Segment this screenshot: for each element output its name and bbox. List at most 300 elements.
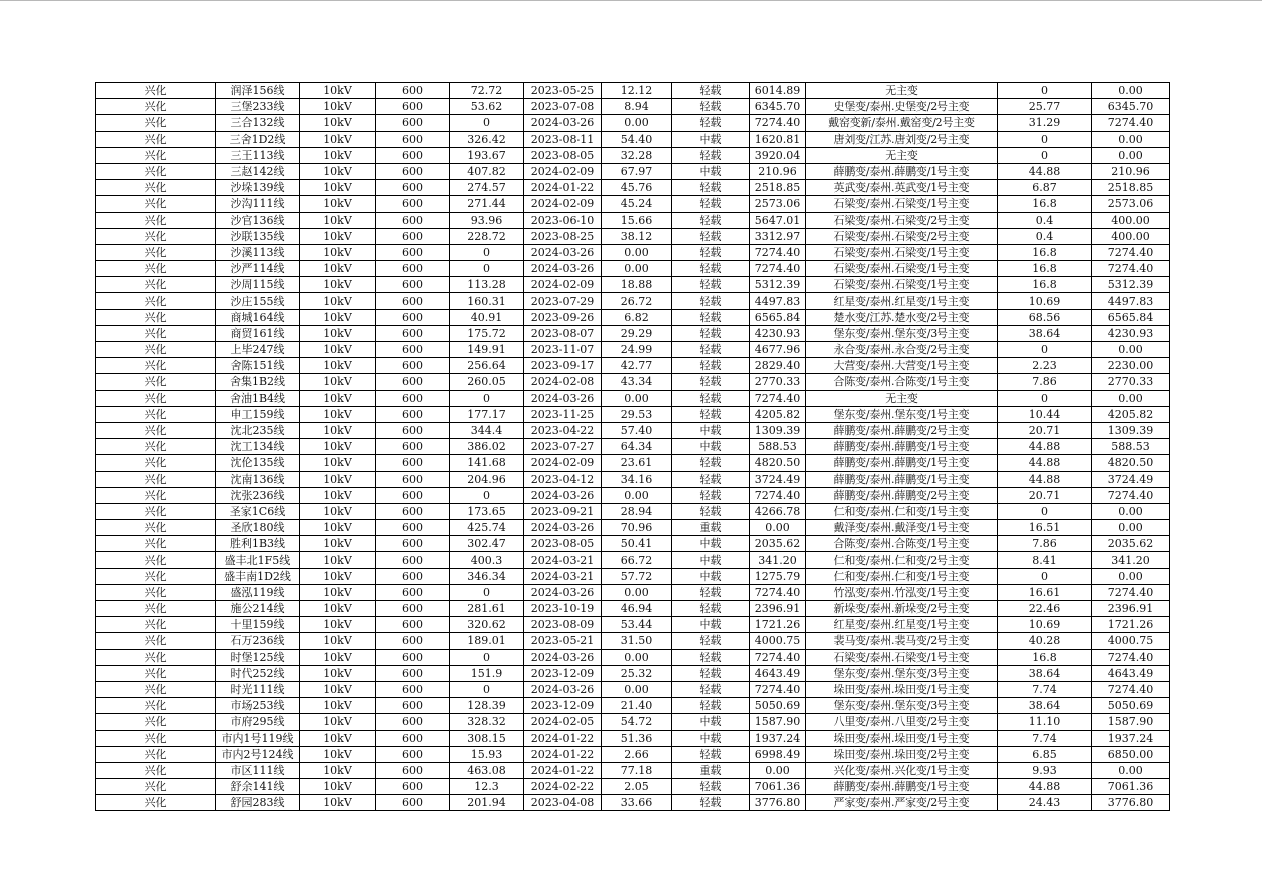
available-capacity-cell: 6345.70	[1092, 99, 1170, 115]
load-status-cell: 轻载	[672, 147, 750, 163]
transformer-cell: 唐刘变/江苏.唐刘变/2号主变	[806, 131, 998, 147]
table-row	[96, 115, 1170, 131]
available-capacity-cell: 4230.93	[1092, 325, 1170, 341]
available-capacity-cell: 5312.39	[1092, 277, 1170, 293]
region-cell: 兴化	[96, 99, 216, 115]
region-cell: 兴化	[96, 746, 216, 762]
transformer-cell: 薛鹏变/泰州.薛鹏变/2号主变	[806, 422, 998, 438]
spare-capacity-cell: 7274.40	[750, 649, 806, 665]
load-status-cell: 轻载	[672, 374, 750, 390]
max-load-cell: 128.39	[450, 698, 524, 714]
load-rate-cell: 0.00	[602, 649, 672, 665]
line-name-cell: 舒余141线	[216, 779, 300, 795]
load-rate-cell: 32.28	[602, 147, 672, 163]
date-cell: 2023-07-29	[524, 293, 602, 309]
load-rate-cell: 46.94	[602, 601, 672, 617]
transformer-cell: 堡东变/泰州.堡东变/3号主变	[806, 698, 998, 714]
max-load-cell: 344.4	[450, 422, 524, 438]
line-name-cell: 商贸161线	[216, 325, 300, 341]
load-rate-cell: 21.40	[602, 698, 672, 714]
transformer-rate-cell: 16.8	[998, 244, 1092, 260]
date-cell: 2024-03-26	[524, 681, 602, 697]
line-name-cell: 沈张236线	[216, 487, 300, 503]
date-cell: 2024-02-09	[524, 196, 602, 212]
load-status-cell: 轻载	[672, 293, 750, 309]
region-cell: 兴化	[96, 196, 216, 212]
rated-capacity-cell: 600	[376, 422, 450, 438]
load-status-cell: 轻载	[672, 698, 750, 714]
available-capacity-cell: 0.00	[1092, 390, 1170, 406]
available-capacity-cell: 7274.40	[1092, 244, 1170, 260]
load-rate-cell: 45.76	[602, 180, 672, 196]
date-cell: 2023-08-25	[524, 228, 602, 244]
region-cell: 兴化	[96, 601, 216, 617]
load-status-cell: 轻载	[672, 406, 750, 422]
region-cell: 兴化	[96, 212, 216, 228]
spare-capacity-cell: 7274.40	[750, 681, 806, 697]
table-row	[96, 795, 1170, 811]
voltage-cell: 10kV	[300, 714, 376, 730]
region-cell: 兴化	[96, 244, 216, 260]
available-capacity-cell: 4205.82	[1092, 406, 1170, 422]
transformer-cell: 堡东变/泰州.堡东变/1号主变	[806, 406, 998, 422]
max-load-cell: 320.62	[450, 617, 524, 633]
transformer-rate-cell: 0	[998, 390, 1092, 406]
voltage-cell: 10kV	[300, 681, 376, 697]
rated-capacity-cell: 600	[376, 212, 450, 228]
load-status-cell: 轻载	[672, 665, 750, 681]
date-cell: 2023-11-25	[524, 406, 602, 422]
table-row	[96, 601, 1170, 617]
date-cell: 2024-01-22	[524, 746, 602, 762]
spare-capacity-cell: 4000.75	[750, 633, 806, 649]
voltage-cell: 10kV	[300, 584, 376, 600]
rated-capacity-cell: 600	[376, 455, 450, 471]
transformer-rate-cell: 7.74	[998, 681, 1092, 697]
voltage-cell: 10kV	[300, 730, 376, 746]
load-status-cell: 中载	[672, 617, 750, 633]
transformer-rate-cell: 0	[998, 503, 1092, 519]
transformer-rate-cell: 16.8	[998, 261, 1092, 277]
table-row	[96, 503, 1170, 519]
table-row	[96, 309, 1170, 325]
region-cell: 兴化	[96, 649, 216, 665]
available-capacity-cell: 2573.06	[1092, 196, 1170, 212]
region-cell: 兴化	[96, 422, 216, 438]
region-cell: 兴化	[96, 439, 216, 455]
table-row	[96, 779, 1170, 795]
max-load-cell: 149.91	[450, 342, 524, 358]
voltage-cell: 10kV	[300, 115, 376, 131]
available-capacity-cell: 4497.83	[1092, 293, 1170, 309]
date-cell: 2024-03-21	[524, 552, 602, 568]
table-row	[96, 244, 1170, 260]
max-load-cell: 93.96	[450, 212, 524, 228]
transformer-cell: 无主变	[806, 390, 998, 406]
available-capacity-cell: 0.00	[1092, 147, 1170, 163]
rated-capacity-cell: 600	[376, 374, 450, 390]
table-row	[96, 730, 1170, 746]
date-cell: 2023-11-07	[524, 342, 602, 358]
transformer-cell: 堡东变/泰州.堡东变/3号主变	[806, 665, 998, 681]
spare-capacity-cell: 2573.06	[750, 196, 806, 212]
available-capacity-cell: 7274.40	[1092, 649, 1170, 665]
available-capacity-cell: 0.00	[1092, 503, 1170, 519]
region-cell: 兴化	[96, 325, 216, 341]
spare-capacity-cell: 7274.40	[750, 244, 806, 260]
spare-capacity-cell: 1587.90	[750, 714, 806, 730]
rated-capacity-cell: 600	[376, 536, 450, 552]
line-name-cell: 沙庄155线	[216, 293, 300, 309]
line-name-cell: 盛丰南1D2线	[216, 568, 300, 584]
transformer-cell: 仁和变/泰州.仁和变/1号主变	[806, 568, 998, 584]
table-row	[96, 163, 1170, 179]
region-cell: 兴化	[96, 374, 216, 390]
region-cell: 兴化	[96, 698, 216, 714]
transformer-cell: 戴窑变新/泰州.戴窑变/2号主变	[806, 115, 998, 131]
date-cell: 2023-04-12	[524, 471, 602, 487]
transformer-rate-cell: 68.56	[998, 309, 1092, 325]
available-capacity-cell: 0.00	[1092, 520, 1170, 536]
region-cell: 兴化	[96, 406, 216, 422]
max-load-cell: 0	[450, 390, 524, 406]
spare-capacity-cell: 5647.01	[750, 212, 806, 228]
region-cell: 兴化	[96, 795, 216, 811]
rated-capacity-cell: 600	[376, 681, 450, 697]
load-rate-cell: 51.36	[602, 730, 672, 746]
line-name-cell: 沙垛139线	[216, 180, 300, 196]
date-cell: 2023-09-21	[524, 503, 602, 519]
voltage-cell: 10kV	[300, 390, 376, 406]
date-cell: 2023-10-19	[524, 601, 602, 617]
rated-capacity-cell: 600	[376, 261, 450, 277]
line-name-cell: 润泽156线	[216, 83, 300, 99]
voltage-cell: 10kV	[300, 536, 376, 552]
transformer-rate-cell: 6.85	[998, 746, 1092, 762]
rated-capacity-cell: 600	[376, 779, 450, 795]
date-cell: 2023-09-17	[524, 358, 602, 374]
spare-capacity-cell: 4497.83	[750, 293, 806, 309]
transformer-rate-cell: 20.71	[998, 422, 1092, 438]
table-row	[96, 228, 1170, 244]
max-load-cell: 177.17	[450, 406, 524, 422]
rated-capacity-cell: 600	[376, 244, 450, 260]
max-load-cell: 386.02	[450, 439, 524, 455]
line-name-cell: 申工159线	[216, 406, 300, 422]
date-cell: 2024-03-21	[524, 568, 602, 584]
load-status-cell: 中载	[672, 568, 750, 584]
load-status-cell: 轻载	[672, 455, 750, 471]
date-cell: 2024-02-09	[524, 163, 602, 179]
transformer-rate-cell: 0.4	[998, 228, 1092, 244]
spare-capacity-cell: 1309.39	[750, 422, 806, 438]
table-row	[96, 633, 1170, 649]
available-capacity-cell: 4643.49	[1092, 665, 1170, 681]
spare-capacity-cell: 6345.70	[750, 99, 806, 115]
load-status-cell: 中载	[672, 536, 750, 552]
rated-capacity-cell: 600	[376, 730, 450, 746]
table-row	[96, 471, 1170, 487]
transformer-rate-cell: 20.71	[998, 487, 1092, 503]
transformer-cell: 新垛变/泰州.新垛变/2号主变	[806, 601, 998, 617]
max-load-cell: 228.72	[450, 228, 524, 244]
date-cell: 2023-12-09	[524, 698, 602, 714]
load-status-cell: 中载	[672, 730, 750, 746]
available-capacity-cell: 2770.33	[1092, 374, 1170, 390]
region-cell: 兴化	[96, 681, 216, 697]
line-name-cell: 沈工134线	[216, 439, 300, 455]
max-load-cell: 40.91	[450, 309, 524, 325]
date-cell: 2024-03-26	[524, 261, 602, 277]
load-status-cell: 中载	[672, 131, 750, 147]
transformer-rate-cell: 44.88	[998, 779, 1092, 795]
load-rate-cell: 0.00	[602, 244, 672, 260]
date-cell: 2023-04-22	[524, 422, 602, 438]
transformer-rate-cell: 38.64	[998, 325, 1092, 341]
transformer-rate-cell: 16.8	[998, 649, 1092, 665]
voltage-cell: 10kV	[300, 147, 376, 163]
load-rate-cell: 29.53	[602, 406, 672, 422]
voltage-cell: 10kV	[300, 212, 376, 228]
transformer-rate-cell: 6.87	[998, 180, 1092, 196]
available-capacity-cell: 2230.00	[1092, 358, 1170, 374]
load-status-cell: 轻载	[672, 601, 750, 617]
load-rate-cell: 64.34	[602, 439, 672, 455]
transformer-rate-cell: 38.64	[998, 665, 1092, 681]
transformer-rate-cell: 0	[998, 147, 1092, 163]
transformer-rate-cell: 0	[998, 568, 1092, 584]
transformer-cell: 合陈变/泰州.合陈变/1号主变	[806, 536, 998, 552]
load-status-cell: 轻载	[672, 261, 750, 277]
voltage-cell: 10kV	[300, 358, 376, 374]
region-cell: 兴化	[96, 487, 216, 503]
line-name-cell: 沙周115线	[216, 277, 300, 293]
transformer-rate-cell: 25.77	[998, 99, 1092, 115]
voltage-cell: 10kV	[300, 261, 376, 277]
table-row	[96, 617, 1170, 633]
transformer-cell: 石梁变/泰州.石梁变/1号主变	[806, 196, 998, 212]
spare-capacity-cell: 0.00	[750, 520, 806, 536]
load-rate-cell: 77.18	[602, 762, 672, 778]
line-name-cell: 胜利1B3线	[216, 536, 300, 552]
region-cell: 兴化	[96, 714, 216, 730]
load-rate-cell: 34.16	[602, 471, 672, 487]
line-name-cell: 市内2号124线	[216, 746, 300, 762]
voltage-cell: 10kV	[300, 293, 376, 309]
transformer-rate-cell: 11.10	[998, 714, 1092, 730]
rated-capacity-cell: 600	[376, 503, 450, 519]
region-cell: 兴化	[96, 131, 216, 147]
table-row	[96, 487, 1170, 503]
spare-capacity-cell: 341.20	[750, 552, 806, 568]
transformer-rate-cell: 16.8	[998, 196, 1092, 212]
date-cell: 2024-03-26	[524, 584, 602, 600]
load-status-cell: 轻载	[672, 115, 750, 131]
max-load-cell: 193.67	[450, 147, 524, 163]
available-capacity-cell: 1309.39	[1092, 422, 1170, 438]
voltage-cell: 10kV	[300, 325, 376, 341]
load-rate-cell: 0.00	[602, 115, 672, 131]
transformer-rate-cell: 9.93	[998, 762, 1092, 778]
transformer-cell: 永合变/泰州.永合变/2号主变	[806, 342, 998, 358]
load-rate-cell: 24.99	[602, 342, 672, 358]
date-cell: 2023-09-26	[524, 309, 602, 325]
line-name-cell: 沈伦135线	[216, 455, 300, 471]
load-status-cell: 轻载	[672, 471, 750, 487]
table-row	[96, 277, 1170, 293]
spare-capacity-cell: 7061.36	[750, 779, 806, 795]
max-load-cell: 12.3	[450, 779, 524, 795]
load-rate-cell: 43.34	[602, 374, 672, 390]
date-cell: 2023-07-08	[524, 99, 602, 115]
table-row	[96, 390, 1170, 406]
transformer-cell: 薛鹏变/泰州.薛鹏变/1号主变	[806, 471, 998, 487]
max-load-cell: 326.42	[450, 131, 524, 147]
region-cell: 兴化	[96, 455, 216, 471]
rated-capacity-cell: 600	[376, 147, 450, 163]
load-rate-cell: 70.96	[602, 520, 672, 536]
available-capacity-cell: 6565.84	[1092, 309, 1170, 325]
table-row	[96, 746, 1170, 762]
line-name-cell: 时堡125线	[216, 649, 300, 665]
page-top-border	[0, 0, 1262, 1]
load-status-cell: 轻载	[672, 358, 750, 374]
load-rate-cell: 57.72	[602, 568, 672, 584]
transformer-rate-cell: 10.69	[998, 617, 1092, 633]
line-name-cell: 沙官136线	[216, 212, 300, 228]
load-rate-cell: 29.29	[602, 325, 672, 341]
transformer-cell: 大营变/泰州.大营变/1号主变	[806, 358, 998, 374]
line-name-cell: 三王113线	[216, 147, 300, 163]
load-status-cell: 轻载	[672, 342, 750, 358]
max-load-cell: 160.31	[450, 293, 524, 309]
line-name-cell: 沈北235线	[216, 422, 300, 438]
date-cell: 2023-08-09	[524, 617, 602, 633]
load-status-cell: 轻载	[672, 228, 750, 244]
region-cell: 兴化	[96, 503, 216, 519]
table-row	[96, 147, 1170, 163]
date-cell: 2024-02-09	[524, 455, 602, 471]
spare-capacity-cell: 2035.62	[750, 536, 806, 552]
transformer-rate-cell: 10.44	[998, 406, 1092, 422]
spare-capacity-cell: 6565.84	[750, 309, 806, 325]
date-cell: 2024-02-22	[524, 779, 602, 795]
load-status-cell: 轻载	[672, 779, 750, 795]
spare-capacity-cell: 210.96	[750, 163, 806, 179]
line-name-cell: 沙溪113线	[216, 244, 300, 260]
rated-capacity-cell: 600	[376, 83, 450, 99]
load-status-cell: 中载	[672, 714, 750, 730]
transformer-cell: 石梁变/泰州.石梁变/1号主变	[806, 649, 998, 665]
region-cell: 兴化	[96, 390, 216, 406]
region-cell: 兴化	[96, 520, 216, 536]
region-cell: 兴化	[96, 83, 216, 99]
region-cell: 兴化	[96, 633, 216, 649]
max-load-cell: 173.65	[450, 503, 524, 519]
transformer-rate-cell: 44.88	[998, 455, 1092, 471]
available-capacity-cell: 0.00	[1092, 131, 1170, 147]
load-rate-cell: 54.72	[602, 714, 672, 730]
load-status-cell: 轻载	[672, 180, 750, 196]
line-name-cell: 商城164线	[216, 309, 300, 325]
spare-capacity-cell: 7274.40	[750, 487, 806, 503]
rated-capacity-cell: 600	[376, 309, 450, 325]
transformer-cell: 严家变/泰州.严家变/2号主变	[806, 795, 998, 811]
transformer-rate-cell: 7.74	[998, 730, 1092, 746]
spare-capacity-cell: 4205.82	[750, 406, 806, 422]
max-load-cell: 0	[450, 681, 524, 697]
available-capacity-cell: 4000.75	[1092, 633, 1170, 649]
table-row	[96, 520, 1170, 536]
voltage-cell: 10kV	[300, 795, 376, 811]
line-name-cell: 石万236线	[216, 633, 300, 649]
transformer-cell: 红星变/泰州.红星变/1号主变	[806, 617, 998, 633]
load-rate-cell: 0.00	[602, 487, 672, 503]
load-status-cell: 轻载	[672, 244, 750, 260]
table-row	[96, 131, 1170, 147]
transformer-cell: 无主变	[806, 83, 998, 99]
max-load-cell: 260.05	[450, 374, 524, 390]
rated-capacity-cell: 600	[376, 180, 450, 196]
region-cell: 兴化	[96, 228, 216, 244]
load-status-cell: 轻载	[672, 309, 750, 325]
date-cell: 2024-03-26	[524, 487, 602, 503]
spare-capacity-cell: 4643.49	[750, 665, 806, 681]
available-capacity-cell: 5050.69	[1092, 698, 1170, 714]
voltage-cell: 10kV	[300, 698, 376, 714]
available-capacity-cell: 6850.00	[1092, 746, 1170, 762]
load-rate-cell: 67.97	[602, 163, 672, 179]
table-row	[96, 762, 1170, 778]
line-name-cell: 市府295线	[216, 714, 300, 730]
line-name-cell: 时代252线	[216, 665, 300, 681]
region-cell: 兴化	[96, 163, 216, 179]
load-status-cell: 轻载	[672, 487, 750, 503]
region-cell: 兴化	[96, 730, 216, 746]
load-rate-cell: 2.66	[602, 746, 672, 762]
load-rate-cell: 66.72	[602, 552, 672, 568]
available-capacity-cell: 7061.36	[1092, 779, 1170, 795]
date-cell: 2024-02-08	[524, 374, 602, 390]
available-capacity-cell: 3724.49	[1092, 471, 1170, 487]
voltage-cell: 10kV	[300, 163, 376, 179]
spare-capacity-cell: 1721.26	[750, 617, 806, 633]
transformer-cell: 戴泽变/泰州.戴泽变/1号主变	[806, 520, 998, 536]
transformer-cell: 裴马变/泰州.裴马变/2号主变	[806, 633, 998, 649]
voltage-cell: 10kV	[300, 99, 376, 115]
available-capacity-cell: 7274.40	[1092, 261, 1170, 277]
max-load-cell: 175.72	[450, 325, 524, 341]
region-cell: 兴化	[96, 665, 216, 681]
load-rate-cell: 0.00	[602, 681, 672, 697]
line-name-cell: 三赵142线	[216, 163, 300, 179]
date-cell: 2023-05-25	[524, 83, 602, 99]
rated-capacity-cell: 600	[376, 698, 450, 714]
line-name-cell: 舍油1B4线	[216, 390, 300, 406]
max-load-cell: 0	[450, 487, 524, 503]
rated-capacity-cell: 600	[376, 196, 450, 212]
spare-capacity-cell: 7274.40	[750, 115, 806, 131]
date-cell: 2023-08-11	[524, 131, 602, 147]
transformer-cell: 石梁变/泰州.石梁变/1号主变	[806, 244, 998, 260]
load-status-cell: 中载	[672, 422, 750, 438]
voltage-cell: 10kV	[300, 649, 376, 665]
region-cell: 兴化	[96, 147, 216, 163]
available-capacity-cell: 4820.50	[1092, 455, 1170, 471]
max-load-cell: 274.57	[450, 180, 524, 196]
transformer-rate-cell: 31.29	[998, 115, 1092, 131]
available-capacity-cell: 400.00	[1092, 228, 1170, 244]
